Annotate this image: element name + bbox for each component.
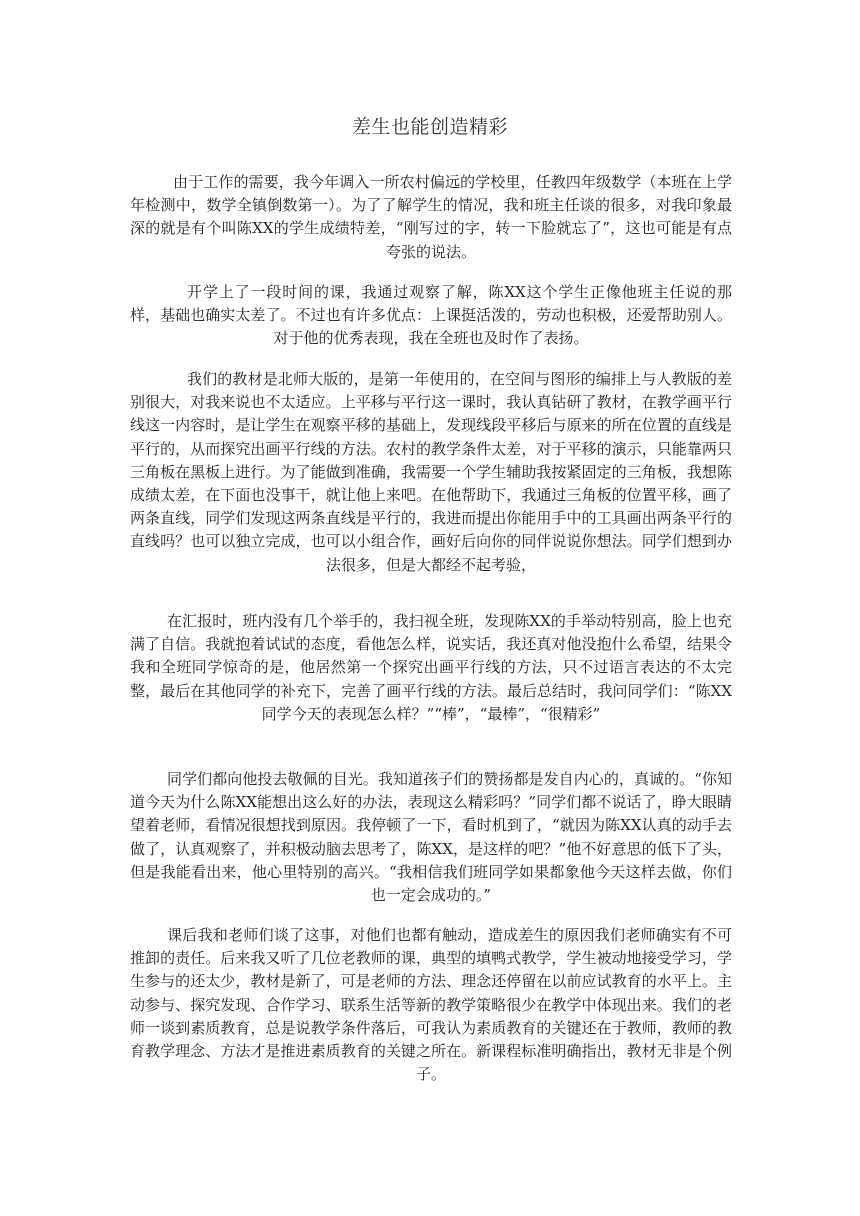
paragraph-6: 课后我和老师们谈了这事，对他们也都有触动，造成差生的原因我们老师确实有不可推卸的责任。后来我又听了几位老教师的课，典型的填鸭式教学，学生被动地接受学习，学生参与的还太少，教材是新了，可是老师的方法、理念还停留在以前应试教育的水平上。主动参与、探究发现、合作学习、联系生活等新的教学策略很少在教学中体现出来。我们的老师一谈到素质教育，总是说教学条件落后，可我认为素质教育的关键还在于教师，教师的教育教学理念、方法才是推进素质教育的关键之所在。新课程标准明确指出，教材无非是个例子。 <box>130 926 732 1084</box>
paragraph-1: 由于工作的需要，我今年调入一所农村偏远的学校里，任教四年级数学（本班在上学年检测中，数学全镇倒数第一）。为了了解学生的情况，我和班主任谈的很多，对我印象最深的就是有个叫陈XX的学生成绩特差，“刚写过的字，转一下脸就忘了”，这也可能是有点夸张的说法。 <box>130 173 732 261</box>
paragraph-3: 我们的教材是北师大版的，是第一年使用的，在空间与图形的编排上与人教版的差别很大，对我来说也不太适应。上平移与平行这一课时，我认真钻研了教材，在教学画平行线这一内容时，是让学生在观察平移的基础上，发现线段平移后与原来的所在位置的直线是平行的，从而探究出画平行线的方法。农村的教学条件太差，对于平移的演示，只能靠两只三角板在黑板上进行。为了能做到准确，我需要一个学生辅助我按紧固定的三角板，我想陈成绩太差，在下面也没事干，就让他上来吧。在他帮助下，我通过三角板的位置平移，画了两条直线，同学们发现这两条直线是平行的，我进而提出你能用手中的工具画出两条平行的直线吗？也可以独立完成，也可以小组合作，画好后向你的同伴说说你想法。同学们想到办法很多，但是大都经不起考验， <box>130 370 732 574</box>
paragraph-4: 在汇报时，班内没有几个举手的，我扫视全班，发现陈XX的手举动特别高，脸上也充满了自信。我就抱着试试的态度，看他怎么样，说实话，我还真对他没抱什么希望，结果令我和全班同学惊奇的是，他居然第一个探究出画平行线的方法，只不过语言表达的不太完整，最后在其他同学的补充下，完善了画平行线的方法。最后总结时，我问同学们：“陈XX同学今天的表现怎么样？”“棒”，“最棒”，“很精彩” <box>130 612 732 723</box>
paragraph-2: 开学上了一段时间的课，我通过观察了解，陈XX这个学生正像他班主任说的那样，基础也确实太差了。不过也有许多优点：上课挺活泼的，劳动也积极，还爱帮助别人。对于他的优秀表现，我在全班也及时作了表扬。 <box>130 283 732 348</box>
paragraph-5: 同学们都向他投去敬佩的目光。我知道孩子们的赞扬都是发自内心的，真诚的。“你知道今天为什么陈XX能想出这么好的办法，表现这么精彩吗？”同学们都不说话了，睁大眼睛望着老师，看情况很想找到原因。我停顿了一下，看时机到了，“就因为陈XX认真的动手去做了，认真观察了，并积极动脑去思考了，陈XX，是这样的吧？”他不好意思的低下了头，但是我能看出来，他心里特别的高兴。“我相信我们班同学如果都象他今天这样去做，你们也一定会成功的。” <box>130 770 732 905</box>
document-title: 差生也能创造精彩 <box>351 116 508 138</box>
